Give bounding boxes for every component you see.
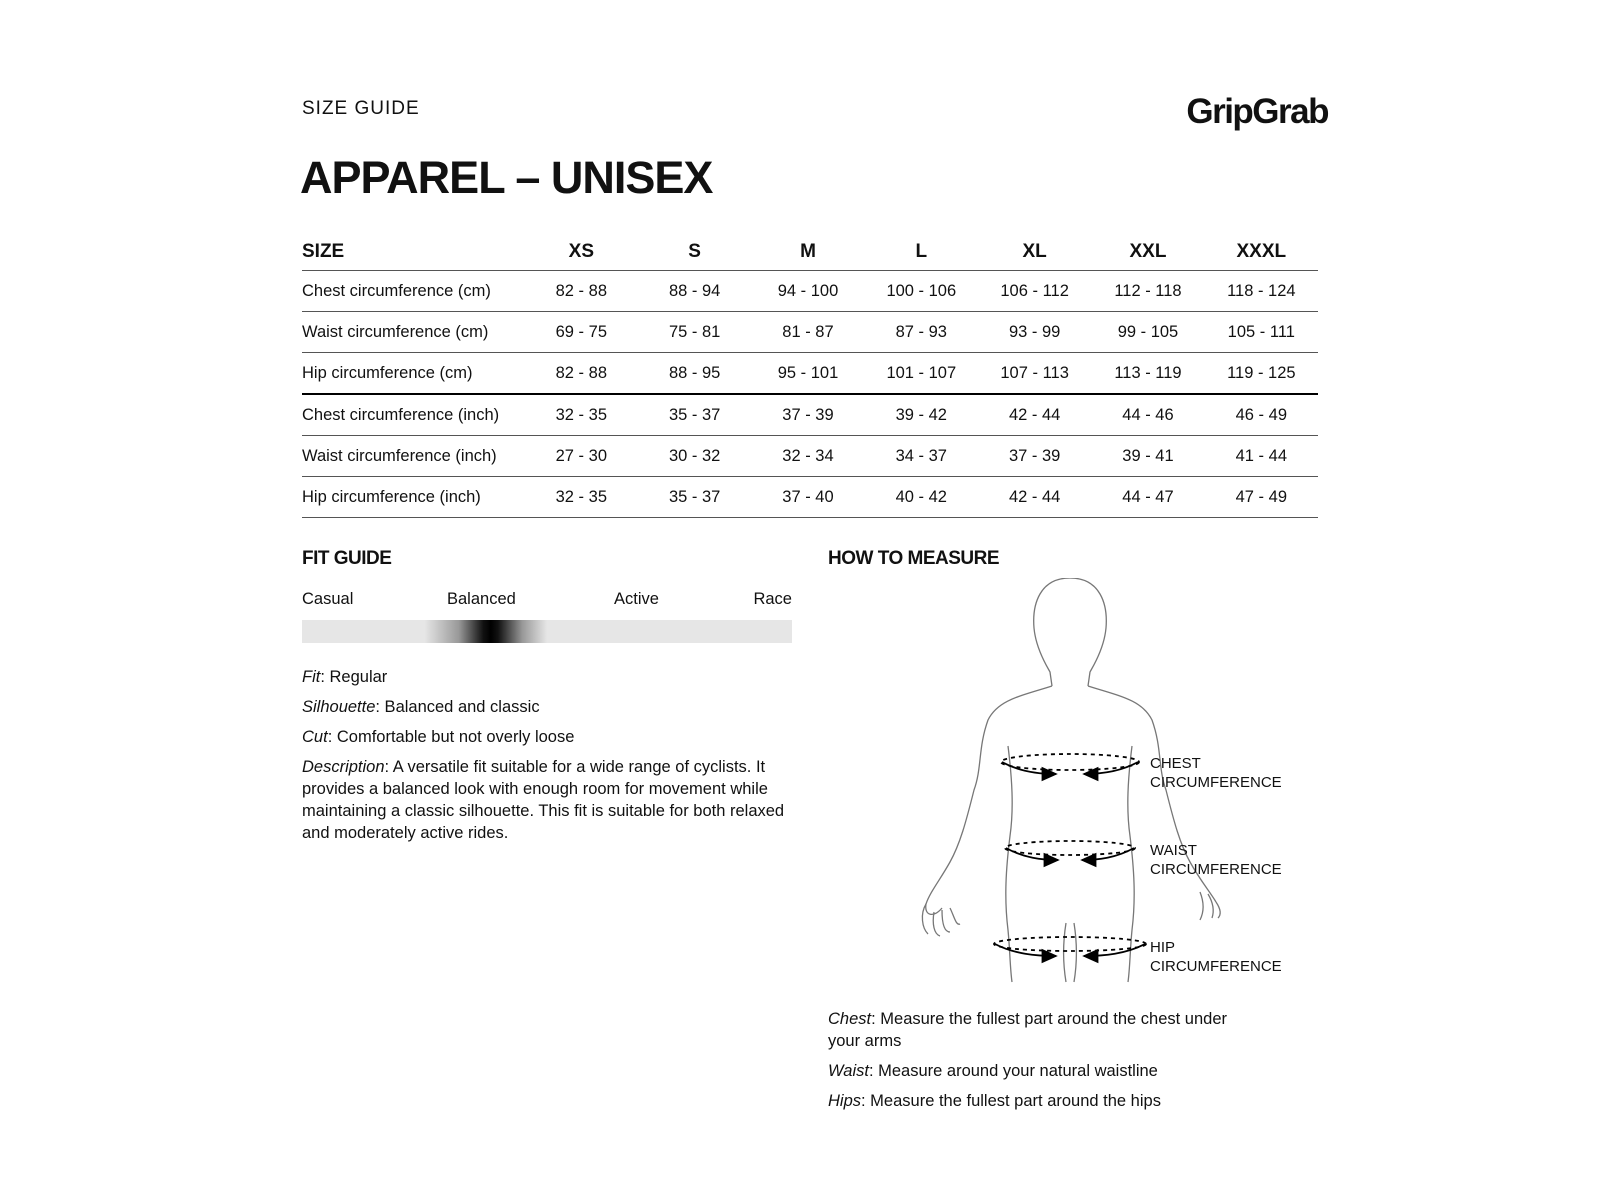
table-row bbox=[302, 353, 1318, 395]
fit-detail: Fit: Regular bbox=[302, 668, 388, 686]
description-detail: Description: A versatile fit suitable for a wide range of cyclists. It provides a balanced look with enough room for movement while maintaining a classic silhouette. This fit is suitable for both relaxed and moderately active rides. bbox=[302, 758, 785, 842]
table-cell: 32 - 35 bbox=[525, 477, 638, 518]
row-label: Waist circumference (inch) bbox=[302, 436, 525, 477]
column-header: S bbox=[638, 234, 751, 271]
table-cell: 42 - 44 bbox=[978, 394, 1091, 436]
hips-instruction: Hips: Measure the fullest part around the hips bbox=[828, 1092, 1161, 1110]
table-row bbox=[302, 477, 1318, 518]
fit-details bbox=[302, 666, 802, 852]
chest-instruction: Chest: Measure the fullest part around the chest under your arms bbox=[828, 1010, 1227, 1050]
table-cell: 32 - 34 bbox=[751, 436, 864, 477]
measure-instructions bbox=[828, 1008, 1248, 1120]
table-cell: 39 - 42 bbox=[865, 394, 978, 436]
table-cell: 37 - 40 bbox=[751, 477, 864, 518]
brand-logo: GripGrab bbox=[1186, 92, 1328, 131]
table-cell: 32 - 35 bbox=[525, 394, 638, 436]
row-label: Chest circumference (inch) bbox=[302, 394, 525, 436]
table-row bbox=[302, 312, 1318, 353]
table-cell: 88 - 95 bbox=[638, 353, 751, 395]
row-label: Chest circumference (cm) bbox=[302, 271, 525, 312]
silhouette-detail: Silhouette: Balanced and classic bbox=[302, 698, 540, 716]
column-header: L bbox=[865, 234, 978, 271]
column-header: XXL bbox=[1091, 234, 1204, 271]
table-cell: 30 - 32 bbox=[638, 436, 751, 477]
table-cell: 82 - 88 bbox=[525, 271, 638, 312]
table-cell: 118 - 124 bbox=[1205, 271, 1318, 312]
size-guide-kicker: SIZE GUIDE bbox=[302, 98, 420, 119]
table-cell: 42 - 44 bbox=[978, 477, 1091, 518]
fit-scale-labels bbox=[302, 590, 792, 614]
table-cell: 44 - 46 bbox=[1091, 394, 1204, 436]
table-cell: 100 - 106 bbox=[865, 271, 978, 312]
table-cell: 37 - 39 bbox=[751, 394, 864, 436]
chest-circumference-label: CHEST CIRCUMFERENCE bbox=[1150, 755, 1282, 791]
fit-guide-heading: FIT GUIDE bbox=[302, 548, 392, 569]
table-row bbox=[302, 394, 1318, 436]
table-cell: 44 - 47 bbox=[1091, 477, 1204, 518]
table-header-row bbox=[302, 234, 1318, 271]
column-header: XXXL bbox=[1205, 234, 1318, 271]
fit-scale-race: Race bbox=[753, 590, 792, 608]
table-cell: 35 - 37 bbox=[638, 477, 751, 518]
table-cell: 88 - 94 bbox=[638, 271, 751, 312]
table-cell: 81 - 87 bbox=[751, 312, 864, 353]
table-cell: 41 - 44 bbox=[1205, 436, 1318, 477]
table-cell: 46 - 49 bbox=[1205, 394, 1318, 436]
column-header: XL bbox=[978, 234, 1091, 271]
waist-circumference-label: WAIST CIRCUMFERENCE bbox=[1150, 842, 1282, 878]
table-cell: 40 - 42 bbox=[865, 477, 978, 518]
table-cell: 106 - 112 bbox=[978, 271, 1091, 312]
page-title: APPAREL – UNISEX bbox=[300, 152, 713, 203]
table-cell: 82 - 88 bbox=[525, 353, 638, 395]
table-cell: 119 - 125 bbox=[1205, 353, 1318, 395]
column-header: M bbox=[751, 234, 864, 271]
table-row bbox=[302, 436, 1318, 477]
table-cell: 35 - 37 bbox=[638, 394, 751, 436]
fit-scale-active: Active bbox=[614, 590, 659, 608]
table-cell: 95 - 101 bbox=[751, 353, 864, 395]
column-header: XS bbox=[525, 234, 638, 271]
table-cell: 113 - 119 bbox=[1091, 353, 1204, 395]
fit-scale-balanced: Balanced bbox=[447, 590, 516, 608]
table-cell: 39 - 41 bbox=[1091, 436, 1204, 477]
row-label: Waist circumference (cm) bbox=[302, 312, 525, 353]
column-header: SIZE bbox=[302, 234, 525, 271]
table-cell: 99 - 105 bbox=[1091, 312, 1204, 353]
table-cell: 107 - 113 bbox=[978, 353, 1091, 395]
table-cell: 27 - 30 bbox=[525, 436, 638, 477]
fit-scale-casual: Casual bbox=[302, 590, 354, 608]
table-cell: 87 - 93 bbox=[865, 312, 978, 353]
table-cell: 37 - 39 bbox=[978, 436, 1091, 477]
row-label: Hip circumference (cm) bbox=[302, 353, 525, 395]
how-to-measure-heading: HOW TO MEASURE bbox=[828, 548, 1000, 569]
table-cell: 112 - 118 bbox=[1091, 271, 1204, 312]
table-cell: 93 - 99 bbox=[978, 312, 1091, 353]
fit-scale-bar bbox=[302, 620, 792, 643]
row-label: Hip circumference (inch) bbox=[302, 477, 525, 518]
hip-circumference-label: HIP CIRCUMFERENCE bbox=[1150, 939, 1282, 975]
table-cell: 34 - 37 bbox=[865, 436, 978, 477]
table-cell: 47 - 49 bbox=[1205, 477, 1318, 518]
table-cell: 75 - 81 bbox=[638, 312, 751, 353]
table-cell: 94 - 100 bbox=[751, 271, 864, 312]
waist-instruction: Waist: Measure around your natural waistline bbox=[828, 1062, 1158, 1080]
table-cell: 101 - 107 bbox=[865, 353, 978, 395]
cut-detail: Cut: Comfortable but not overly loose bbox=[302, 728, 575, 746]
table-row bbox=[302, 271, 1318, 312]
table-cell: 105 - 111 bbox=[1205, 312, 1318, 353]
table-cell: 69 - 75 bbox=[525, 312, 638, 353]
size-table bbox=[302, 234, 1318, 518]
